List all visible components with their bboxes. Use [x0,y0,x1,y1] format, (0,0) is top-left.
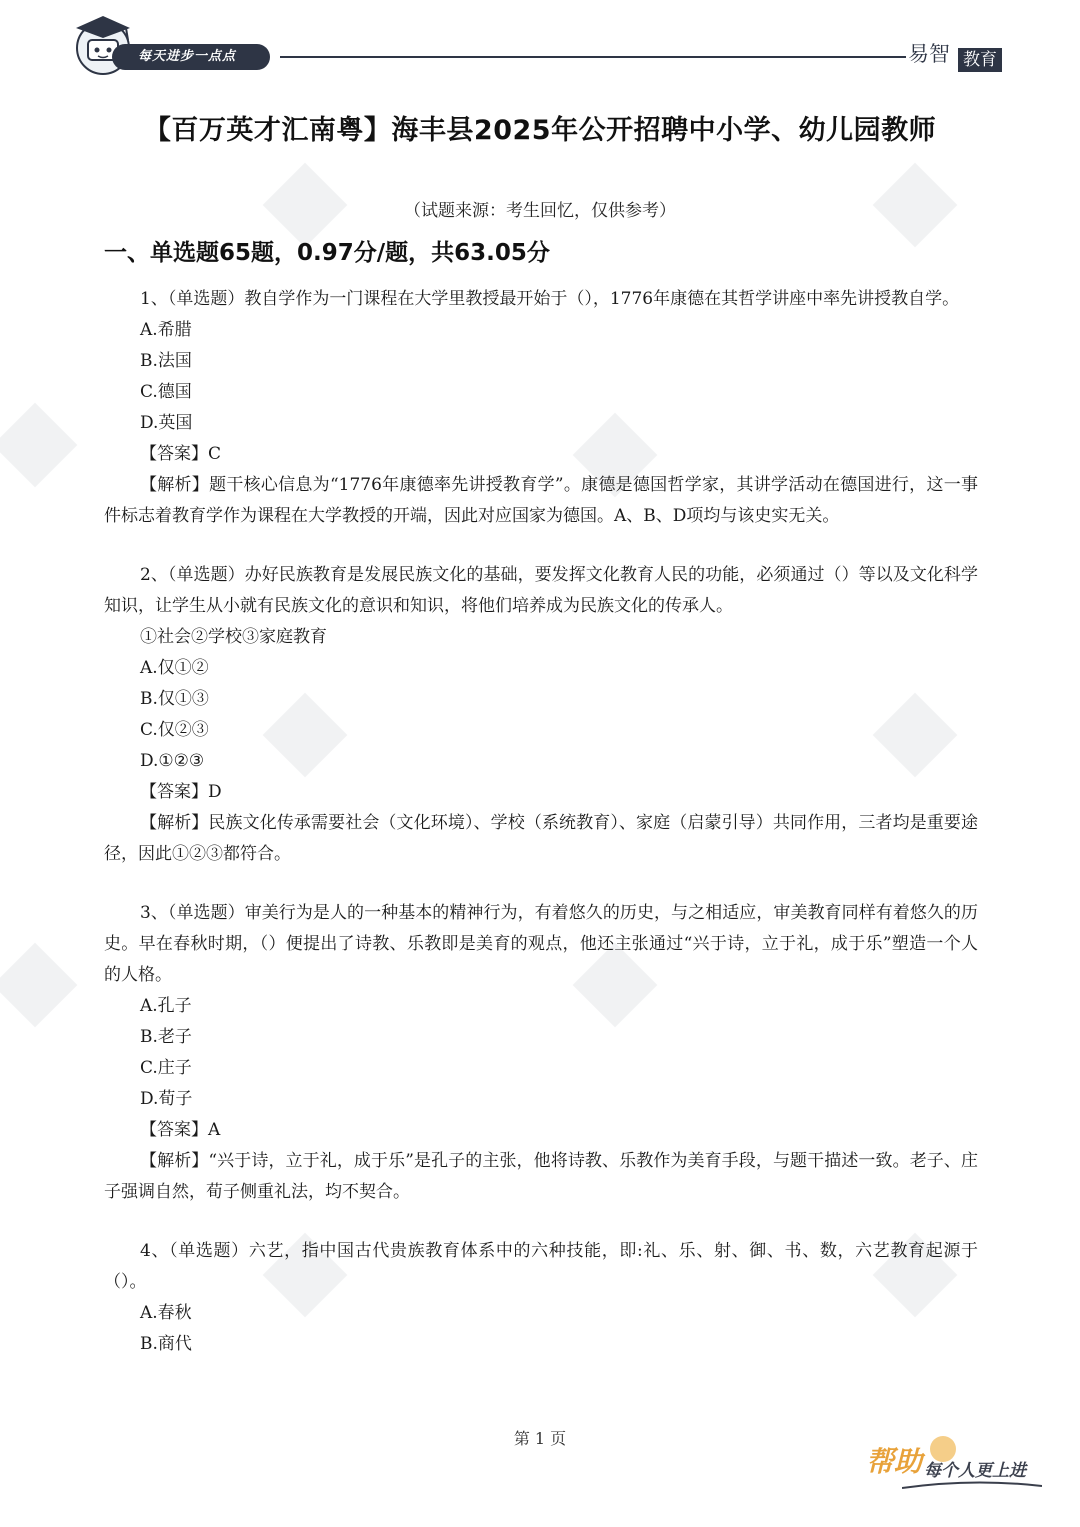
question-stem: 1、（单选题）教自学作为一门课程在大学里教授最开始于（），1776年康德在其哲学讲座中率先讲授教自学。 [140,289,960,309]
answer: 【答案】C [140,444,222,464]
analysis: 【解析】民族文化传承需要社会（文化环境）、学校（系统教育）、家庭（启蒙引导）共同作用，三者均是重要途径，因此①②③都符合。 [104,813,978,864]
answer: 【答案】A [140,1120,221,1140]
footer-logo-big: 帮助 [866,1445,923,1478]
option-d: D.①②③ [140,751,205,771]
option-d: D.英国 [140,413,193,433]
option-b: B.仅①③ [140,689,209,709]
page-header [0,0,1080,90]
swoosh-icon [902,1480,1042,1490]
footer-logo [866,1432,1046,1502]
question-4 [104,1236,978,1360]
option-b: B.法国 [140,351,192,371]
question-list [104,284,978,1360]
header-divider [280,56,906,58]
option-c: C.庄子 [140,1058,192,1078]
option-a: A.孔子 [140,996,192,1016]
option-a: A.春秋 [140,1303,192,1323]
source-note: （试题来源：考生回忆，仅供参考） [404,201,676,221]
option-c: C.德国 [140,382,192,402]
question-1 [104,284,978,532]
option-c: C.仅②③ [140,720,209,740]
question-stem: 4、（单选题）六艺，指中国古代贵族教育体系中的六种技能，即:礼、乐、射、御、书、数，六艺教育起源于（）。 [104,1241,978,1292]
page-title: 【百万英才汇南粤】海丰县2025年公开招聘中小学、幼儿园教师 [143,115,937,146]
watermark-icon [0,390,90,500]
analysis: 【解析】题干核心信息为“1776年康德率先讲授教育学”。康德是德国哲学家，其讲学活动在德国进行，这一事件标志着教育学作为课程在大学教授的开端，因此对应国家为德国。A、B、D项均与该史实无关。 [104,475,978,526]
watermark-icon [0,930,90,1040]
option-d: D.荀子 [140,1089,193,1109]
brand-logo [908,38,1008,72]
question-stem: 2、（单选题）办好民族教育是发展民族文化的基础，要发挥文化教育人民的功能，必须通过（）等以及文化科学知识，让学生从小就有民族文化的意识和知识，将他们培养成为民族文化的传承人。 [104,565,978,616]
option-b: B.商代 [140,1334,192,1354]
section-heading: 一、单选题65题，0.97分/题，共63.05分 [104,240,550,266]
page-number: 第 1 页 [513,1429,567,1448]
question-statements: ①社会②学校③家庭教育 [140,627,327,647]
option-b: B.老子 [140,1027,192,1047]
footer-logo-small: 每个人更上进 [924,1461,1026,1481]
question-stem: 3、（单选题）审美行为是人的一种基本的精神行为，有着悠久的历史，与之相适应，审美教育同样有着悠久的历史。早在春秋时期，（）便提出了诗教、乐教即是美育的观点，他还主张通过“兴于诗，立于礼，成于乐”塑造一个人的人格。 [104,903,978,985]
question-2 [104,560,978,870]
brand-name: 易智 [908,42,950,66]
question-3 [104,898,978,1208]
option-a: A.仅①② [140,658,209,678]
analysis: 【解析】“兴于诗，立于礼，成于乐”是孔子的主张，他将诗教、乐教作为美育手段，与题干描述一致。老子、庄子强调自然，荀子侧重礼法，均不契合。 [104,1151,978,1202]
brand-box: 教育 [958,48,1002,72]
slogan-banner: 每天进步一点点 [112,44,270,70]
option-a: A.希腊 [140,320,192,340]
answer: 【答案】D [140,782,222,802]
